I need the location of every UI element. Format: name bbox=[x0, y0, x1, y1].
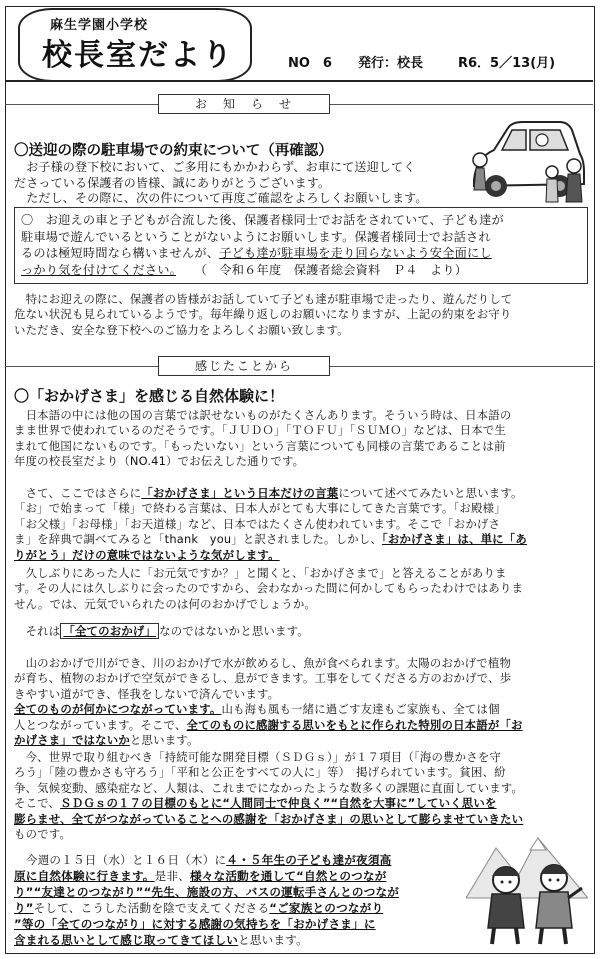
paragraph-1 bbox=[14, 408, 590, 470]
text-span: さて、ここではさらに bbox=[14, 486, 142, 500]
text-line: す。その人には久しぶりに会ったのですから、会わなかった間に何かしてもらったわけではありま bbox=[14, 581, 524, 596]
text-line: が育ち、植物のおかげで空気ができるし、息ができます。工事をしてくださる方のおかげで、歩 bbox=[14, 671, 512, 686]
text-line: 争、気候変動、感染症など、人類は、これまでになかったような数多くの課題に直面しています。 bbox=[14, 780, 524, 795]
text-line: 「お父様」「お母様」「お天道様」など、日本ではたくさん使われています。そこで「おかげさ bbox=[14, 516, 501, 531]
text-span: 山も海も風も一緒に過ごす友達もご家族も、全ては個 bbox=[221, 702, 500, 717]
closing-line: 特にお迎えの際に、保護者の皆様がお話していて子ども達が駐車場で走ったり、遊んだりして bbox=[14, 292, 513, 306]
paragraph-5 bbox=[14, 656, 590, 748]
intro-line: ただし、その際に、次の件について再度ご確認をよろしくお願いします。 bbox=[14, 191, 428, 206]
section1-label: お 知 ら せ bbox=[158, 94, 330, 114]
emphasis-span: 「おかげさま」は、単に「あ bbox=[381, 532, 527, 547]
text-line: 久しぶりにあった人に「お元気ですか？」と聞くと、「おかげさまで」と答えることがありま bbox=[14, 566, 507, 580]
text-span: について述べてみたいと思います。 bbox=[338, 486, 523, 500]
emphasis-span: 「おかげさま」という日本だけの言葉 bbox=[141, 486, 339, 500]
emphasis-span: 原に自然体験に行きます。 bbox=[14, 869, 155, 883]
text-span: 是非、 bbox=[154, 869, 190, 883]
text-span: 人とつながっています。そこで、 bbox=[14, 717, 187, 732]
emphasis-span: 含まれる思いとして感じ取ってきてほしい bbox=[14, 933, 239, 947]
emphasis-span: ４・５年生の子ども達が夜須高 bbox=[226, 853, 392, 867]
emphasis-span: かげさま」ではないか bbox=[14, 733, 130, 748]
school-name: 麻生学園小学校 bbox=[50, 18, 149, 33]
emphasis-span: 全てのものが何かにつながっています。 bbox=[14, 702, 222, 717]
text-line: せん。では、元気でいられたのは何のおかげでしょうか。 bbox=[14, 596, 317, 611]
text-span: そこで、 bbox=[14, 796, 61, 811]
text-span: それは bbox=[14, 624, 61, 638]
emphasis-span: 様々な活動を通して“自然とのつなが bbox=[190, 869, 387, 883]
notice-line: るのは極短時間なら構いませんが、 bbox=[21, 246, 220, 260]
section1-closing bbox=[14, 292, 588, 338]
notice-emphasis: っかり気を付けてください。 bbox=[21, 262, 176, 277]
notice-source: （ 令和６年度 保護者総会資料 Ｐ４ より） bbox=[200, 262, 468, 277]
newsletter-title: 校長室だより bbox=[42, 38, 234, 73]
closing-line: いただき、安全な登下校へのご協力をよろしくお願い致します。 bbox=[14, 322, 349, 337]
intro-line: ださっている保護者の皆様、誠にありがとうございます。 bbox=[14, 175, 331, 190]
text-span: 今週の１５日（水）と１６日（木）に bbox=[14, 853, 227, 867]
header-rule bbox=[5, 80, 593, 82]
issue-date: R6．5／13(月) bbox=[458, 56, 556, 71]
text-span: なのではないかと思います。 bbox=[159, 624, 309, 638]
paragraph-7 bbox=[14, 852, 460, 948]
text-line: 年度の校長室だより（NO.41）でお伝えした通りです。 bbox=[14, 454, 305, 469]
text-line: ものです。 bbox=[14, 827, 72, 842]
text-line: 山のおかげで川ができ、川のおかげで水が飲めるし、魚が食べられます。太陽のおかげで植物 bbox=[14, 656, 512, 670]
issue-number: NO 6 bbox=[288, 56, 332, 71]
text-line: 今、世界で取り組むべき「持続可能な開発目標（ＳＤＧｓ）」が１７項目（「海の豊かさを守 bbox=[14, 750, 501, 764]
notice-line: 〇 お迎えの車と子どもが合流した後、保護者様同士でお話をされていて、子ども達が bbox=[21, 213, 504, 227]
paragraph-2 bbox=[14, 486, 590, 563]
notice-emphasis: 子ども達が駐車場を走り回らないよう安全面にし bbox=[219, 246, 492, 260]
emphasis-span: ”等の「全てのつながり」に対する感謝の気持ちを「おかげさま」に bbox=[14, 917, 376, 931]
publisher: 発行：校長 bbox=[358, 56, 424, 71]
text-line: まれて他国にないものです。「もったいない」という言葉についても同様の言葉であることは前 bbox=[14, 438, 506, 453]
text-span: と思います。 bbox=[238, 933, 308, 947]
notice-line: 駐車場で遊んでいるということがないようにお願いします。保護者様同士でお話され bbox=[21, 229, 491, 244]
emphasis-span: 「全てのおかげ」 bbox=[60, 623, 159, 639]
paragraph-4 bbox=[14, 624, 590, 639]
emphasis-span: 膨らませ、全てがつながっていることへの感謝を「おかげさま」の思いとして膨らませていきたい bbox=[14, 811, 524, 826]
parking-notice-box bbox=[14, 207, 588, 284]
section1-heading: 〇送迎の際の駐車場での約束について（再確認） bbox=[14, 143, 333, 159]
text-line: 日本語の中には他の国の言葉では訳せないものがたくさんあります。そういう時は、日本語の bbox=[14, 408, 512, 422]
emphasis-span: りがとう」だけの意味ではないような気がします。 bbox=[14, 547, 280, 562]
text-span: と思います。 bbox=[129, 733, 199, 748]
text-line: きやすい道ができ、怪我をしないで済んでいます。 bbox=[14, 686, 280, 701]
emphasis-span: “ご家族とのつながり bbox=[269, 901, 384, 915]
section1-intro bbox=[14, 160, 484, 207]
text-line: ろう」「陸の豊かさも守ろう」「平和と公正をすべての人に」等） 掲げられています。貧困、紛 bbox=[14, 765, 506, 780]
text-span: そして、こうした活動を陰で支えてくださる bbox=[33, 901, 270, 915]
hiking-children-illustration bbox=[466, 828, 588, 946]
car-pickup-illustration bbox=[468, 110, 586, 210]
text-span: ま」を辞典で調べてみると「thank you」と訳されました。しかし、 bbox=[14, 532, 382, 547]
emphasis-span: ＳＤＧｓの１７の目標のもとに“人間同士で仲良く”“自然を大事に”していく思いを bbox=[60, 796, 497, 811]
text-line: 「お」で始まって「様」で終わる言葉は、日本人がとても大事にしてきた言葉です。「お殿様」 bbox=[14, 501, 506, 516]
section2-label: 感じたことから bbox=[158, 356, 330, 376]
text-line: まま世界で使われているのだそうです。「ＪＵＤＯ」「ＴＯＦＵ」「ＳＵＭＯ」などは、日本で生 bbox=[14, 423, 506, 438]
section2-heading: 〇「おかげさま」を感じる自然体験に！ bbox=[14, 387, 285, 405]
closing-line: 危ない状況も見られているようです。毎年繰り返しのお願いになりますが、上記の約束をお守り bbox=[14, 307, 512, 322]
paragraph-3 bbox=[14, 566, 590, 612]
emphasis-span: り”“友達とのつながり”“先生、施設の方、バスの運転手さんとのつなが bbox=[14, 885, 400, 899]
emphasis-span: り” bbox=[14, 901, 34, 915]
intro-line: お子様の登下校において、ご多用にもかかわらず、お車にて送迎してく bbox=[14, 160, 416, 174]
emphasis-span: 全てのものに感謝する思いをもとに作られた特別の日本語が「お bbox=[186, 717, 523, 732]
